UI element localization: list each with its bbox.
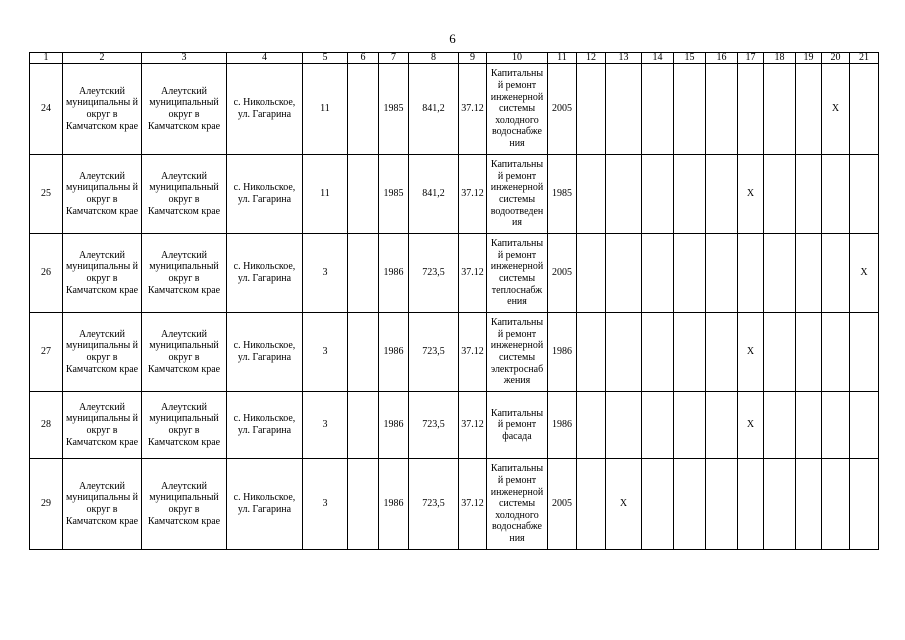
column-number: 4	[227, 53, 303, 64]
owner-cell: Алеутский муниципальный округ в Камчатском крае	[142, 392, 227, 459]
cell-col20	[822, 155, 850, 234]
table-row	[30, 313, 879, 392]
cell-col20: X	[822, 64, 850, 155]
column-number: 12	[577, 53, 606, 64]
municipality-cell: Алеутский муниципальны й округ в Камчатском крае	[63, 155, 142, 234]
column-number: 10	[487, 53, 548, 64]
cell-col8: 841,2	[409, 64, 459, 155]
owner-cell: Алеутский муниципальный округ в Камчатском крае	[142, 313, 227, 392]
owner-cell: Алеутский муниципальный округ в Камчатском крае	[142, 64, 227, 155]
column-number: 19	[796, 53, 822, 64]
cell-col8: 841,2	[409, 155, 459, 234]
cell-col17	[738, 234, 764, 313]
column-number: 3	[142, 53, 227, 64]
cell-col5: 3	[303, 234, 348, 313]
cell-col12	[577, 459, 606, 550]
address-cell: с. Никольское, ул. Гагарина	[227, 64, 303, 155]
row-number: 24	[30, 64, 63, 155]
cell-col20	[822, 234, 850, 313]
cell-col9: 37.12	[459, 392, 487, 459]
cell-col9: 37.12	[459, 155, 487, 234]
cell-col6	[348, 459, 379, 550]
cell-col11: 1986	[548, 392, 577, 459]
cell-col7: 1986	[379, 459, 409, 550]
table-row	[30, 459, 879, 550]
cell-col6	[348, 313, 379, 392]
cell-col17: X	[738, 313, 764, 392]
cell-col12	[577, 313, 606, 392]
cell-col12	[577, 234, 606, 313]
cell-col13: X	[606, 459, 642, 550]
cell-col7: 1986	[379, 392, 409, 459]
cell-col18	[764, 234, 796, 313]
cell-col13	[606, 392, 642, 459]
cell-col19	[796, 459, 822, 550]
cell-col17	[738, 64, 764, 155]
cell-col16	[706, 459, 738, 550]
cell-col6	[348, 64, 379, 155]
cell-col20	[822, 392, 850, 459]
cell-col11: 2005	[548, 459, 577, 550]
owner-cell: Алеутский муниципальный округ в Камчатском крае	[142, 155, 227, 234]
cell-col14	[642, 234, 674, 313]
owner-cell: Алеутский муниципальный округ в Камчатском крае	[142, 234, 227, 313]
cell-col7: 1985	[379, 155, 409, 234]
cell-col18	[764, 459, 796, 550]
address-cell: с. Никольское, ул. Гагарина	[227, 234, 303, 313]
cell-col21	[850, 64, 879, 155]
table-row	[30, 64, 879, 155]
cell-col9: 37.12	[459, 459, 487, 550]
column-number: 13	[606, 53, 642, 64]
cell-col19	[796, 392, 822, 459]
column-number: 17	[738, 53, 764, 64]
cell-col14	[642, 64, 674, 155]
cell-col21	[850, 459, 879, 550]
cell-col21	[850, 313, 879, 392]
municipality-cell: Алеутский муниципальны й округ в Камчатском крае	[63, 459, 142, 550]
cell-col13	[606, 234, 642, 313]
row-number: 25	[30, 155, 63, 234]
column-number: 8	[409, 53, 459, 64]
cell-col20	[822, 313, 850, 392]
capital-repair-table	[29, 52, 879, 550]
repair-type-cell: Капитальны й ремонт инженерной системы электроснаб жения	[487, 313, 548, 392]
owner-cell: Алеутский муниципальный округ в Камчатском крае	[142, 459, 227, 550]
cell-col17	[738, 459, 764, 550]
column-number: 20	[822, 53, 850, 64]
cell-col15	[674, 459, 706, 550]
column-number: 9	[459, 53, 487, 64]
cell-col16	[706, 392, 738, 459]
row-number: 29	[30, 459, 63, 550]
cell-col16	[706, 234, 738, 313]
cell-col5: 3	[303, 392, 348, 459]
column-number: 7	[379, 53, 409, 64]
cell-col21	[850, 155, 879, 234]
address-cell: с. Никольское, ул. Гагарина	[227, 313, 303, 392]
cell-col12	[577, 64, 606, 155]
cell-col6	[348, 155, 379, 234]
column-number: 14	[642, 53, 674, 64]
cell-col14	[642, 155, 674, 234]
cell-col7: 1986	[379, 313, 409, 392]
column-number: 5	[303, 53, 348, 64]
address-cell: с. Никольское, ул. Гагарина	[227, 392, 303, 459]
cell-col17: X	[738, 155, 764, 234]
cell-col11: 2005	[548, 64, 577, 155]
column-number: 16	[706, 53, 738, 64]
repair-type-cell: Капитальны й ремонт фасада	[487, 392, 548, 459]
municipality-cell: Алеутский муниципальны й округ в Камчатском крае	[63, 313, 142, 392]
cell-col18	[764, 64, 796, 155]
column-number: 1	[30, 53, 63, 64]
row-number: 28	[30, 392, 63, 459]
cell-col17: X	[738, 392, 764, 459]
municipality-cell: Алеутский муниципальны й округ в Камчатском крае	[63, 234, 142, 313]
cell-col9: 37.12	[459, 313, 487, 392]
cell-col8: 723,5	[409, 459, 459, 550]
row-number: 26	[30, 234, 63, 313]
cell-col13	[606, 313, 642, 392]
municipality-cell: Алеутский муниципальны й округ в Камчатском крае	[63, 64, 142, 155]
cell-col5: 11	[303, 155, 348, 234]
cell-col12	[577, 155, 606, 234]
page-number: 6	[449, 31, 456, 46]
cell-col18	[764, 392, 796, 459]
cell-col21	[850, 392, 879, 459]
cell-col9: 37.12	[459, 64, 487, 155]
cell-col7: 1985	[379, 64, 409, 155]
cell-col13	[606, 64, 642, 155]
address-cell: с. Никольское, ул. Гагарина	[227, 459, 303, 550]
repair-type-cell: Капитальны й ремонт инженерной системы водоотведен ия	[487, 155, 548, 234]
cell-col19	[796, 64, 822, 155]
cell-col16	[706, 313, 738, 392]
cell-col15	[674, 392, 706, 459]
repair-type-cell: Капитальны й ремонт инженерной системы теплоснабж ения	[487, 234, 548, 313]
cell-col7: 1986	[379, 234, 409, 313]
column-number: 18	[764, 53, 796, 64]
cell-col15	[674, 155, 706, 234]
cell-col15	[674, 313, 706, 392]
table-row	[30, 155, 879, 234]
cell-col18	[764, 313, 796, 392]
cell-col5: 3	[303, 313, 348, 392]
cell-col8: 723,5	[409, 313, 459, 392]
cell-col19	[796, 234, 822, 313]
column-number: 6	[348, 53, 379, 64]
column-number: 11	[548, 53, 577, 64]
cell-col14	[642, 313, 674, 392]
cell-col19	[796, 155, 822, 234]
table-row	[30, 392, 879, 459]
column-number: 2	[63, 53, 142, 64]
cell-col9: 37.12	[459, 234, 487, 313]
cell-col16	[706, 64, 738, 155]
repair-type-cell: Капитальны й ремонт инженерной системы холодного водоснабже ния	[487, 64, 548, 155]
column-number: 15	[674, 53, 706, 64]
cell-col13	[606, 155, 642, 234]
cell-col11: 1985	[548, 155, 577, 234]
cell-col14	[642, 392, 674, 459]
cell-col11: 2005	[548, 234, 577, 313]
cell-col6	[348, 392, 379, 459]
cell-col6	[348, 234, 379, 313]
cell-col8: 723,5	[409, 234, 459, 313]
cell-col21: X	[850, 234, 879, 313]
cell-col19	[796, 313, 822, 392]
cell-col20	[822, 459, 850, 550]
cell-col15	[674, 234, 706, 313]
row-number: 27	[30, 313, 63, 392]
cell-col5: 3	[303, 459, 348, 550]
municipality-cell: Алеутский муниципальны й округ в Камчатском крае	[63, 392, 142, 459]
column-number-row	[30, 53, 879, 64]
cell-col12	[577, 392, 606, 459]
table-row	[30, 234, 879, 313]
cell-col18	[764, 155, 796, 234]
cell-col15	[674, 64, 706, 155]
cell-col16	[706, 155, 738, 234]
address-cell: с. Никольское, ул. Гагарина	[227, 155, 303, 234]
repair-type-cell: Капитальны й ремонт инженерной системы холодного водоснабже ния	[487, 459, 548, 550]
cell-col14	[642, 459, 674, 550]
cell-col8: 723,5	[409, 392, 459, 459]
cell-col5: 11	[303, 64, 348, 155]
column-number: 21	[850, 53, 879, 64]
cell-col11: 1986	[548, 313, 577, 392]
